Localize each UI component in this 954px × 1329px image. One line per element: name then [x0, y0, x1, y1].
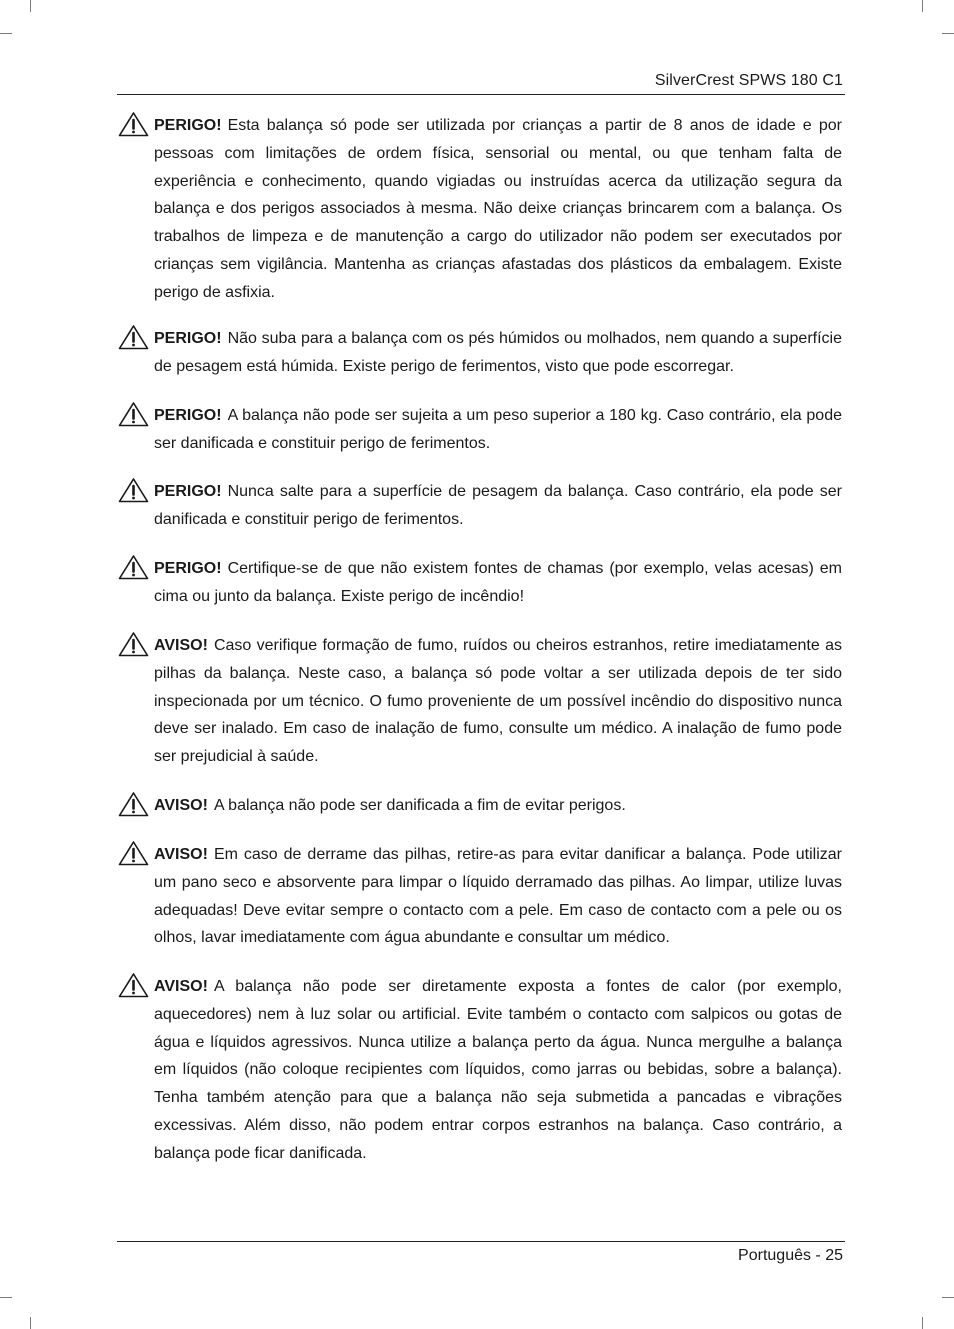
warning-lead: AVISO! — [154, 797, 208, 814]
warning-block — [118, 632, 842, 771]
warning-block — [118, 973, 842, 1168]
warning-triangle-icon — [118, 401, 149, 427]
crop-mark — [0, 33, 12, 34]
warning-text: Não suba para a balança com os pés húmidos ou molhados, nem quando a superfície de pesagem está húmida. Existe perigo de ferimentos, visto que pode escorregar. — [154, 330, 842, 375]
crop-mark — [922, 0, 923, 12]
warning-lead: AVISO! — [154, 637, 208, 654]
warning-paragraph — [154, 841, 842, 952]
warning-block — [118, 841, 842, 952]
warning-triangle-icon — [118, 631, 149, 657]
warning-triangle-icon — [118, 972, 149, 998]
warning-paragraph — [154, 555, 842, 611]
warning-text: Esta balança só pode ser utilizada por crianças a partir de 8 anos de idade e por pessoas com limitações de ordem física, sensorial ou mental, ou que tenham falta de experiência e conhecimento, quando vigiadas ou instruídas acerca da utilização segura da balança e dos perigos associados à mesma. Não deixe crianças brincarem com a balança. Os trabalhos de limpeza e de manutenção a cargo do utilizador não podem ser executados por crianças sem vigilância. Mantenha as crianças afastadas dos plásticos da embalagem. Existe perigo de asfixia. — [154, 117, 842, 301]
warning-text: Nunca salte para a superfície de pesagem da balança. Caso contrário, ela pode ser danificada e constituir perigo de ferimentos. — [154, 483, 842, 528]
warning-block — [118, 112, 842, 307]
warning-triangle-icon — [118, 111, 149, 137]
crop-mark — [922, 1317, 923, 1329]
warning-text: A balança não pode ser danificada a fim de evitar perigos. — [213, 797, 626, 814]
warning-triangle-icon — [118, 791, 149, 817]
warning-block — [118, 792, 842, 820]
page-number: Português - 25 — [738, 1247, 843, 1264]
warning-lead: AVISO! — [154, 978, 208, 995]
crop-mark — [0, 1297, 12, 1298]
warning-triangle-icon — [118, 324, 149, 350]
warning-paragraph — [154, 325, 842, 381]
warning-triangle-icon — [118, 840, 149, 866]
warning-block — [118, 325, 842, 381]
crop-mark — [942, 1297, 954, 1298]
warning-text: Caso verifique formação de fumo, ruídos ou cheiros estranhos, retire imediatamente as pilhas da balança. Neste caso, a balança só pode voltar a ser utilizada depois de ter sido inspecionada por um técnico. O fumo proveniente de um possível incêndio do dispositivo nunca deve ser inalado. Em caso de inalação de fumo, consulte um médico. A inalação de fumo pode ser prejudicial à saúde. — [154, 637, 842, 766]
crop-mark — [30, 1317, 31, 1329]
footer-divider — [117, 1241, 845, 1242]
warning-text: Certifique-se de que não existem fontes de chamas (por exemplo, velas acesas) em cima ou junto da balança. Existe perigo de incêndio! — [154, 560, 842, 605]
warning-lead: PERIGO! — [154, 483, 222, 500]
warning-block — [118, 555, 842, 611]
warning-paragraph — [154, 792, 842, 820]
warning-text: A balança não pode ser sujeita a um peso superior a 180 kg. Caso contrário, ela pode ser danificada e constituir perigo de ferimentos. — [154, 407, 842, 452]
warning-block — [118, 402, 842, 458]
warning-paragraph — [154, 402, 842, 458]
warning-paragraph — [154, 112, 842, 307]
crop-mark — [30, 0, 31, 12]
warning-lead: PERIGO! — [154, 407, 222, 424]
warning-lead: PERIGO! — [154, 330, 222, 347]
warning-text: A balança não pode ser diretamente exposta a fontes de calor (por exemplo, aquecedores) nem à luz solar ou artificial. Evite também o contacto com salpicos ou gotas de água e líquidos agressivos. Nunca utilize a balança perto da água. Nunca mergulhe a balança em líquidos (não coloque recipientes com líquidos, como jarras ou bebidas, sobre a balança). Tenha também atenção para que a balança não seja submetida a pancadas e vibrações excessivas. Além disso, não podem entrar corpos estranhos na balança. Caso contrário, a balança pode ficar danificada. — [154, 978, 842, 1162]
warning-block — [118, 478, 842, 534]
warning-paragraph — [154, 478, 842, 534]
warning-lead: PERIGO! — [154, 560, 222, 577]
warning-triangle-icon — [118, 477, 149, 503]
warning-paragraph — [154, 973, 842, 1168]
header-divider — [117, 94, 845, 95]
warning-lead: AVISO! — [154, 846, 208, 863]
page-header-title: SilverCrest SPWS 180 C1 — [654, 72, 843, 89]
crop-mark — [942, 33, 954, 34]
warning-triangle-icon — [118, 554, 149, 580]
warning-text: Em caso de derrame das pilhas, retire-as para evitar danificar a balança. Pode utilizar um pano seco e absorvente para limpar o líquido derramado das pilhas. Ao limpar, utilize luvas adequadas! Deve evitar sempre o contacto com a pele. Em caso de contacto com a pele ou os olhos, lavar imediatamente com água abundante e consultar um médico. — [154, 846, 842, 947]
warning-lead: PERIGO! — [154, 117, 222, 134]
warning-paragraph — [154, 632, 842, 771]
